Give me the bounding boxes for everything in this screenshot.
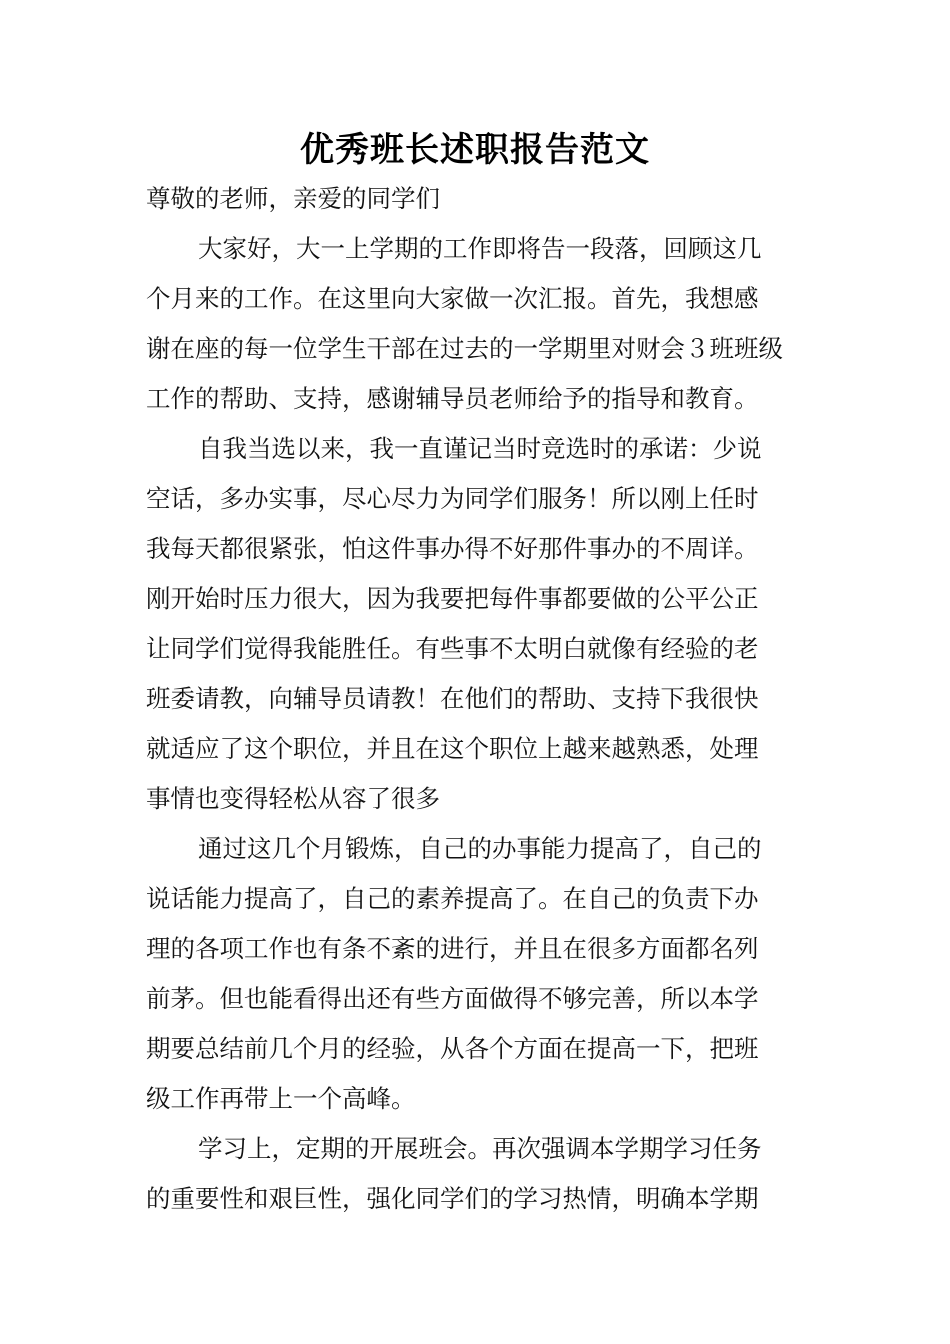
paragraph-line: 空话，多办实事，尽心尽力为同学们服务！所以刚上任时 bbox=[146, 484, 759, 513]
paragraph-line: 我每天都很紧张，怕这件事办得不好那件事办的不周详。 bbox=[146, 534, 759, 563]
paragraph-line: 让同学们觉得我能胜任。有些事不太明白就像有经验的老 bbox=[146, 634, 759, 663]
paragraph-line: 说话能力提高了，自己的素养提高了。在自己的负责下办 bbox=[146, 884, 759, 913]
paragraph-line: 个月来的工作。在这里向大家做一次汇报。首先，我想感 bbox=[146, 284, 759, 313]
paragraph-line: 级工作再带上一个高峰。 bbox=[146, 1084, 416, 1113]
salutation-line: 尊敬的老师，亲爱的同学们 bbox=[146, 184, 440, 213]
paragraph-line: 班委请教，向辅导员请教！在他们的帮助、支持下我很快 bbox=[146, 684, 759, 713]
document-body bbox=[146, 174, 806, 1224]
paragraph-line: 谢在座的每一位学生干部在过去的一学期里对财会３班班级 bbox=[146, 334, 783, 363]
paragraph-line: 通过这几个月锻炼，自己的办事能力提高了，自己的 bbox=[198, 834, 762, 863]
paragraph-line: 自我当选以来，我一直谨记当时竞选时的承诺：少说 bbox=[198, 434, 762, 463]
paragraph-line: 大家好，大一上学期的工作即将告一段落，回顾这几 bbox=[198, 234, 762, 263]
paragraph-line: 就适应了这个职位，并且在这个职位上越来越熟悉，处理 bbox=[146, 734, 759, 763]
paragraph-line: 刚开始时压力很大，因为我要把每件事都要做的公平公正 bbox=[146, 584, 759, 613]
paragraph-line: 学习上，定期的开展班会。再次强调本学期学习任务 bbox=[198, 1134, 762, 1163]
paragraph-line: 理的各项工作也有条不紊的进行，并且在很多方面都名列 bbox=[146, 934, 759, 963]
paragraph-line: 期要总结前几个月的经验，从各个方面在提高一下，把班 bbox=[146, 1034, 759, 1063]
paragraph-line: 的重要性和艰巨性，强化同学们的学习热情，明确本学期 bbox=[146, 1184, 759, 1213]
paragraph-line: 工作的帮助、支持，感谢辅导员老师给予的指导和教育。 bbox=[146, 384, 759, 413]
paragraph-line: 事情也变得轻松从容了很多 bbox=[146, 784, 440, 813]
paragraph-line: 前茅。但也能看得出还有些方面做得不够完善，所以本学 bbox=[146, 984, 759, 1013]
document-title: 优秀班长述职报告范文 bbox=[300, 130, 650, 170]
